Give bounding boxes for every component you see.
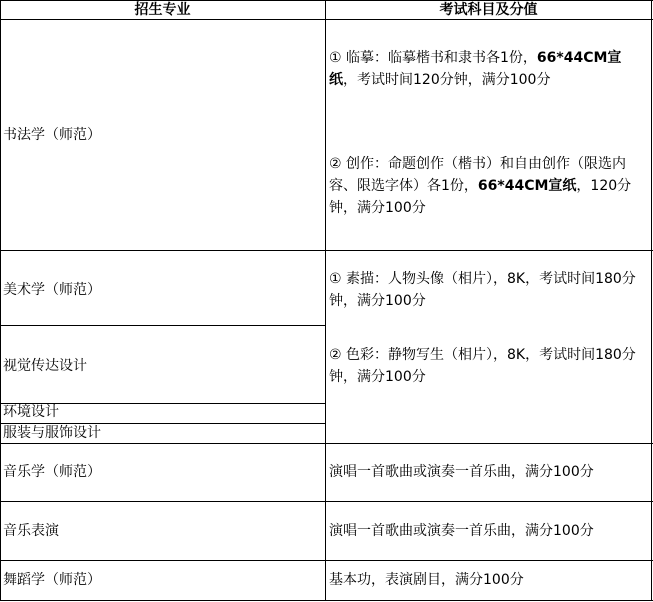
row-divider [0,501,653,502]
paper-size-bold: 66*44CM宣纸 [477,178,577,194]
major-calligraphy: 书法学（师范） [3,127,101,143]
subject-color: ② 色彩：静物写生（相片），8K，考试时间180分钟，满分100分 [329,347,636,385]
column-divider [325,0,326,601]
major-music-education: 音乐学（师范） [3,464,101,480]
subject-calligraphy-creation [329,153,647,219]
header-divider [0,19,653,20]
subject-music-education: 演唱一首歌曲或演奏一首乐曲，满分100分 [329,464,594,480]
subject-dance: 基本功，表演剧目，满分100分 [329,572,524,588]
table-border-right [651,0,652,601]
subject-sketch: ① 素描：人物头像（相片），8K，考试时间180分钟，满分100分 [329,271,636,309]
subject-text: ，考试时间120分钟，满分100分 [343,72,551,88]
major-dance: 舞蹈学（师范） [3,572,101,588]
paper-size-bold: 66*44CM宣纸 [329,50,622,88]
major-music-performance: 音乐表演 [3,523,59,539]
subject-text: ① 临摹：临摹楷书和隶书各1份， [329,50,537,66]
major-fine-arts: 美术学（师范） [3,282,101,298]
row-divider [0,560,653,561]
subject-music-performance: 演唱一首歌曲或演奏一首乐曲，满分100分 [329,523,594,539]
table-border-left [0,0,1,601]
row-divider [0,325,325,326]
subject-calligraphy-copying [329,47,647,91]
major-environmental-design: 环境设计 [3,404,59,420]
major-fashion-design: 服装与服饰设计 [3,425,101,441]
major-visual-communication: 视觉传达设计 [3,358,87,374]
subject-text: ，120分钟，满分100分 [329,178,632,216]
header-major: 招生专业 [134,2,191,18]
row-divider [0,250,653,251]
header-subjects: 考试科目及分值 [439,2,538,18]
subject-text: ② 创作：命题创作（楷书）和自由创作（限选内容、限选字体）各1份， [329,156,626,194]
table-border-bottom [0,600,653,601]
